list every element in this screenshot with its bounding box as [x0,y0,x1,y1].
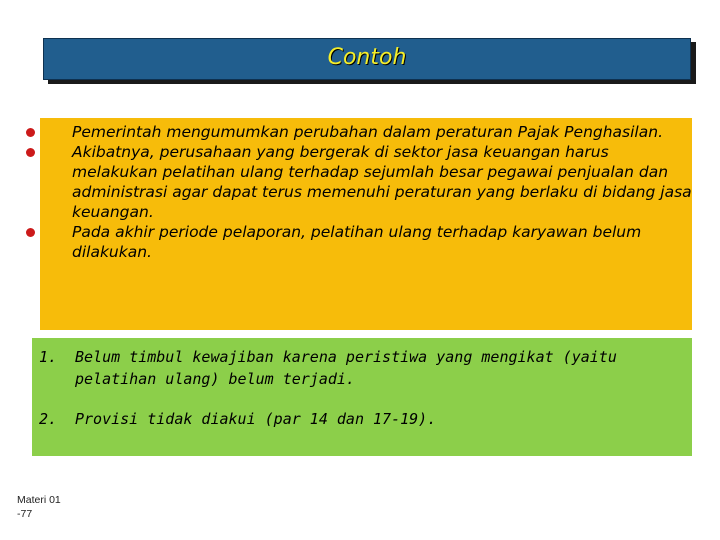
slide-title: Contoh [327,45,407,70]
bullet-item [40,142,692,222]
item-number: 1. [39,348,58,366]
item-text: Provisi tidak diakui (par 14 dan 17-19). [75,410,437,428]
item-text: Belum timbul kewajiban karena peristiwa yang mengikat (yaitu pelatihan ulang) belum terjadi. [75,348,617,388]
item-number: 2. [39,410,58,428]
bullet-item [40,222,692,262]
slide-footer: Materi 01 -77 [17,494,61,520]
numbered-list [32,346,682,448]
numbered-item [32,408,682,430]
bullet-text: Pada akhir periode pelaporan, pelatihan ulang terhadap karyawan belum dilakukan. [72,223,642,261]
title-banner [43,38,691,80]
bullet-dot-icon [26,148,35,157]
bullet-dot-icon [26,228,35,237]
numbered-item [32,346,682,390]
bullet-item [40,122,692,142]
bullet-text: Pemerintah mengumumkan perubahan dalam peraturan Pajak Penghasilan. [72,123,663,141]
bullet-list [40,122,692,262]
bullet-text: Akibatnya, perusahaan yang bergerak di sektor jasa keuangan harus melakukan pelatihan ulang terhadap sejumlah besar pegawai penjualan dan administrasi agar dapat terus memenuhi peraturan yang berlaku di bidang jasa keuangan. [72,143,692,221]
bullet-dot-icon [26,128,35,137]
